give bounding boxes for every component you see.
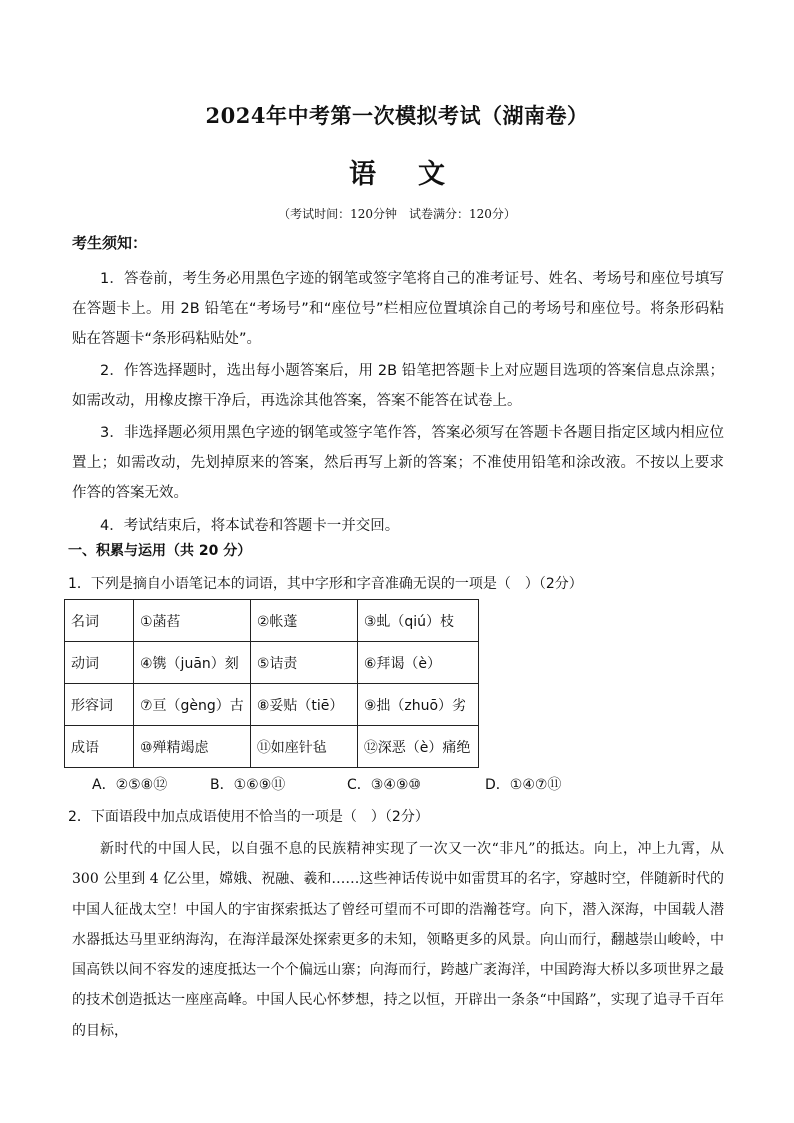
notice-item-3: 3．非选择题必须用黑色字迹的钢笔或签字笔作答，答案必须写在答题卡各题目指定区域内相应位置上；如需改动，先划掉原来的答案，然后再写上新的答案；不准使用铅笔和涂改液。不按以上要求作答的答案无效。 bbox=[72, 425, 724, 501]
table-cell: 名词 bbox=[65, 600, 134, 642]
notice-heading: 考生须知： bbox=[72, 234, 148, 252]
table-cell: 形容词 bbox=[65, 684, 134, 726]
table-cell: ⑩殚精竭虑 bbox=[134, 726, 251, 768]
table-cell: ⑧妥贴（tiē） bbox=[250, 684, 357, 726]
table-row bbox=[65, 642, 479, 684]
table-cell: ④镌（juān）刻 bbox=[134, 642, 251, 684]
subject-char-2: 文 bbox=[418, 159, 445, 190]
question-2-stem: 2．下面语段中加点成语使用不恰当的一项是（ ）（2分） bbox=[68, 809, 429, 825]
exam-title: 2024年中考第一次模拟考试（湖南卷） bbox=[205, 103, 589, 128]
exam-info: （考试时间：120分钟 试卷满分：120分） bbox=[278, 207, 516, 221]
table-cell: ⑫深恶（è）痛绝 bbox=[357, 726, 478, 768]
notice-item-4: 4．考试结束后，将本试卷和答题卡一并交回。 bbox=[100, 518, 400, 534]
option-a[interactable]: A．②⑤⑧⑫ bbox=[92, 777, 168, 793]
table-row bbox=[65, 600, 479, 642]
question-1-stem: 1．下列是摘自小语笔记本的词语，其中字形和字音准确无误的一项是（ ）（2分） bbox=[68, 576, 583, 592]
table-cell: ⑤诘责 bbox=[250, 642, 357, 684]
table-cell: ⑦亘（gèng）古 bbox=[134, 684, 251, 726]
notice-item-2: 2．作答选择题时，选出每小题答案后，用 2B 铅笔把答题卡上对应题目选项的答案信息点涂黑；如需改动，用橡皮擦干净后，再选涂其他答案，答案不能答在试卷上。 bbox=[72, 363, 724, 409]
option-d[interactable]: D．①④⑦⑪ bbox=[485, 777, 562, 793]
subject-title bbox=[0, 152, 794, 191]
table-cell: ⑪如座针毡 bbox=[250, 726, 357, 768]
subject-char-1: 语 bbox=[349, 159, 376, 190]
section-heading: 一、积累与运用（共 20 分） bbox=[68, 543, 252, 559]
table-cell: ②帐蓬 bbox=[250, 600, 357, 642]
option-c[interactable]: C．③④⑨⑩ bbox=[347, 777, 421, 793]
table-cell: 成语 bbox=[65, 726, 134, 768]
notice-item-1: 1．答卷前，考生务必用黑色字迹的钢笔或签字笔将自己的准考证号、姓名、考场号和座位号填写在答题卡上。用 2B 铅笔在“考场号”和“座位号”栏相应位置填涂自己的考场号和座位号。将条形码粘贴在答题卡“条形码粘贴处”。 bbox=[72, 271, 724, 347]
table-cell: ③虬（qiú）枝 bbox=[357, 600, 478, 642]
table-cell: ①菡萏 bbox=[134, 600, 251, 642]
question-2-passage: 新时代的中国人民，以自强不息的民族精神实现了一次又一次“非凡”的抵达。向上，冲上九霄，从 300 公里到 4 亿公里，嫦娥、祝融、羲和……这些神话传说中如雷贯耳的名字，穿越时空，伴随新时代的中国人征战太空！中国人的宇宙探索抵达了曾经可望而不可即的浩瀚苍穹。向下，潜入深海，中国载人潜水器抵达马里亚纳海沟，在海洋最深处探索更多的未知，领略更多的风景。向山而行，翻越崇山峻岭，中国高铁以间不容发的速度抵达一个个偏远山寨；向海而行，跨越广袤海洋，中国跨海大桥以多项世界之最的技术创造抵达一座座高峰。中国人民心怀梦想，持之以恒，开辟出一条条“中国路”，实现了追寻千百年的目标， bbox=[72, 841, 724, 1039]
table-cell: 动词 bbox=[65, 642, 134, 684]
table-row bbox=[65, 726, 479, 768]
table-cell: ⑨拙（zhuō）劣 bbox=[357, 684, 478, 726]
option-b[interactable]: B．①⑥⑨⑪ bbox=[210, 777, 286, 793]
table-row bbox=[65, 684, 479, 726]
table-cell: ⑥拜谒（è） bbox=[357, 642, 478, 684]
word-table bbox=[64, 599, 479, 768]
